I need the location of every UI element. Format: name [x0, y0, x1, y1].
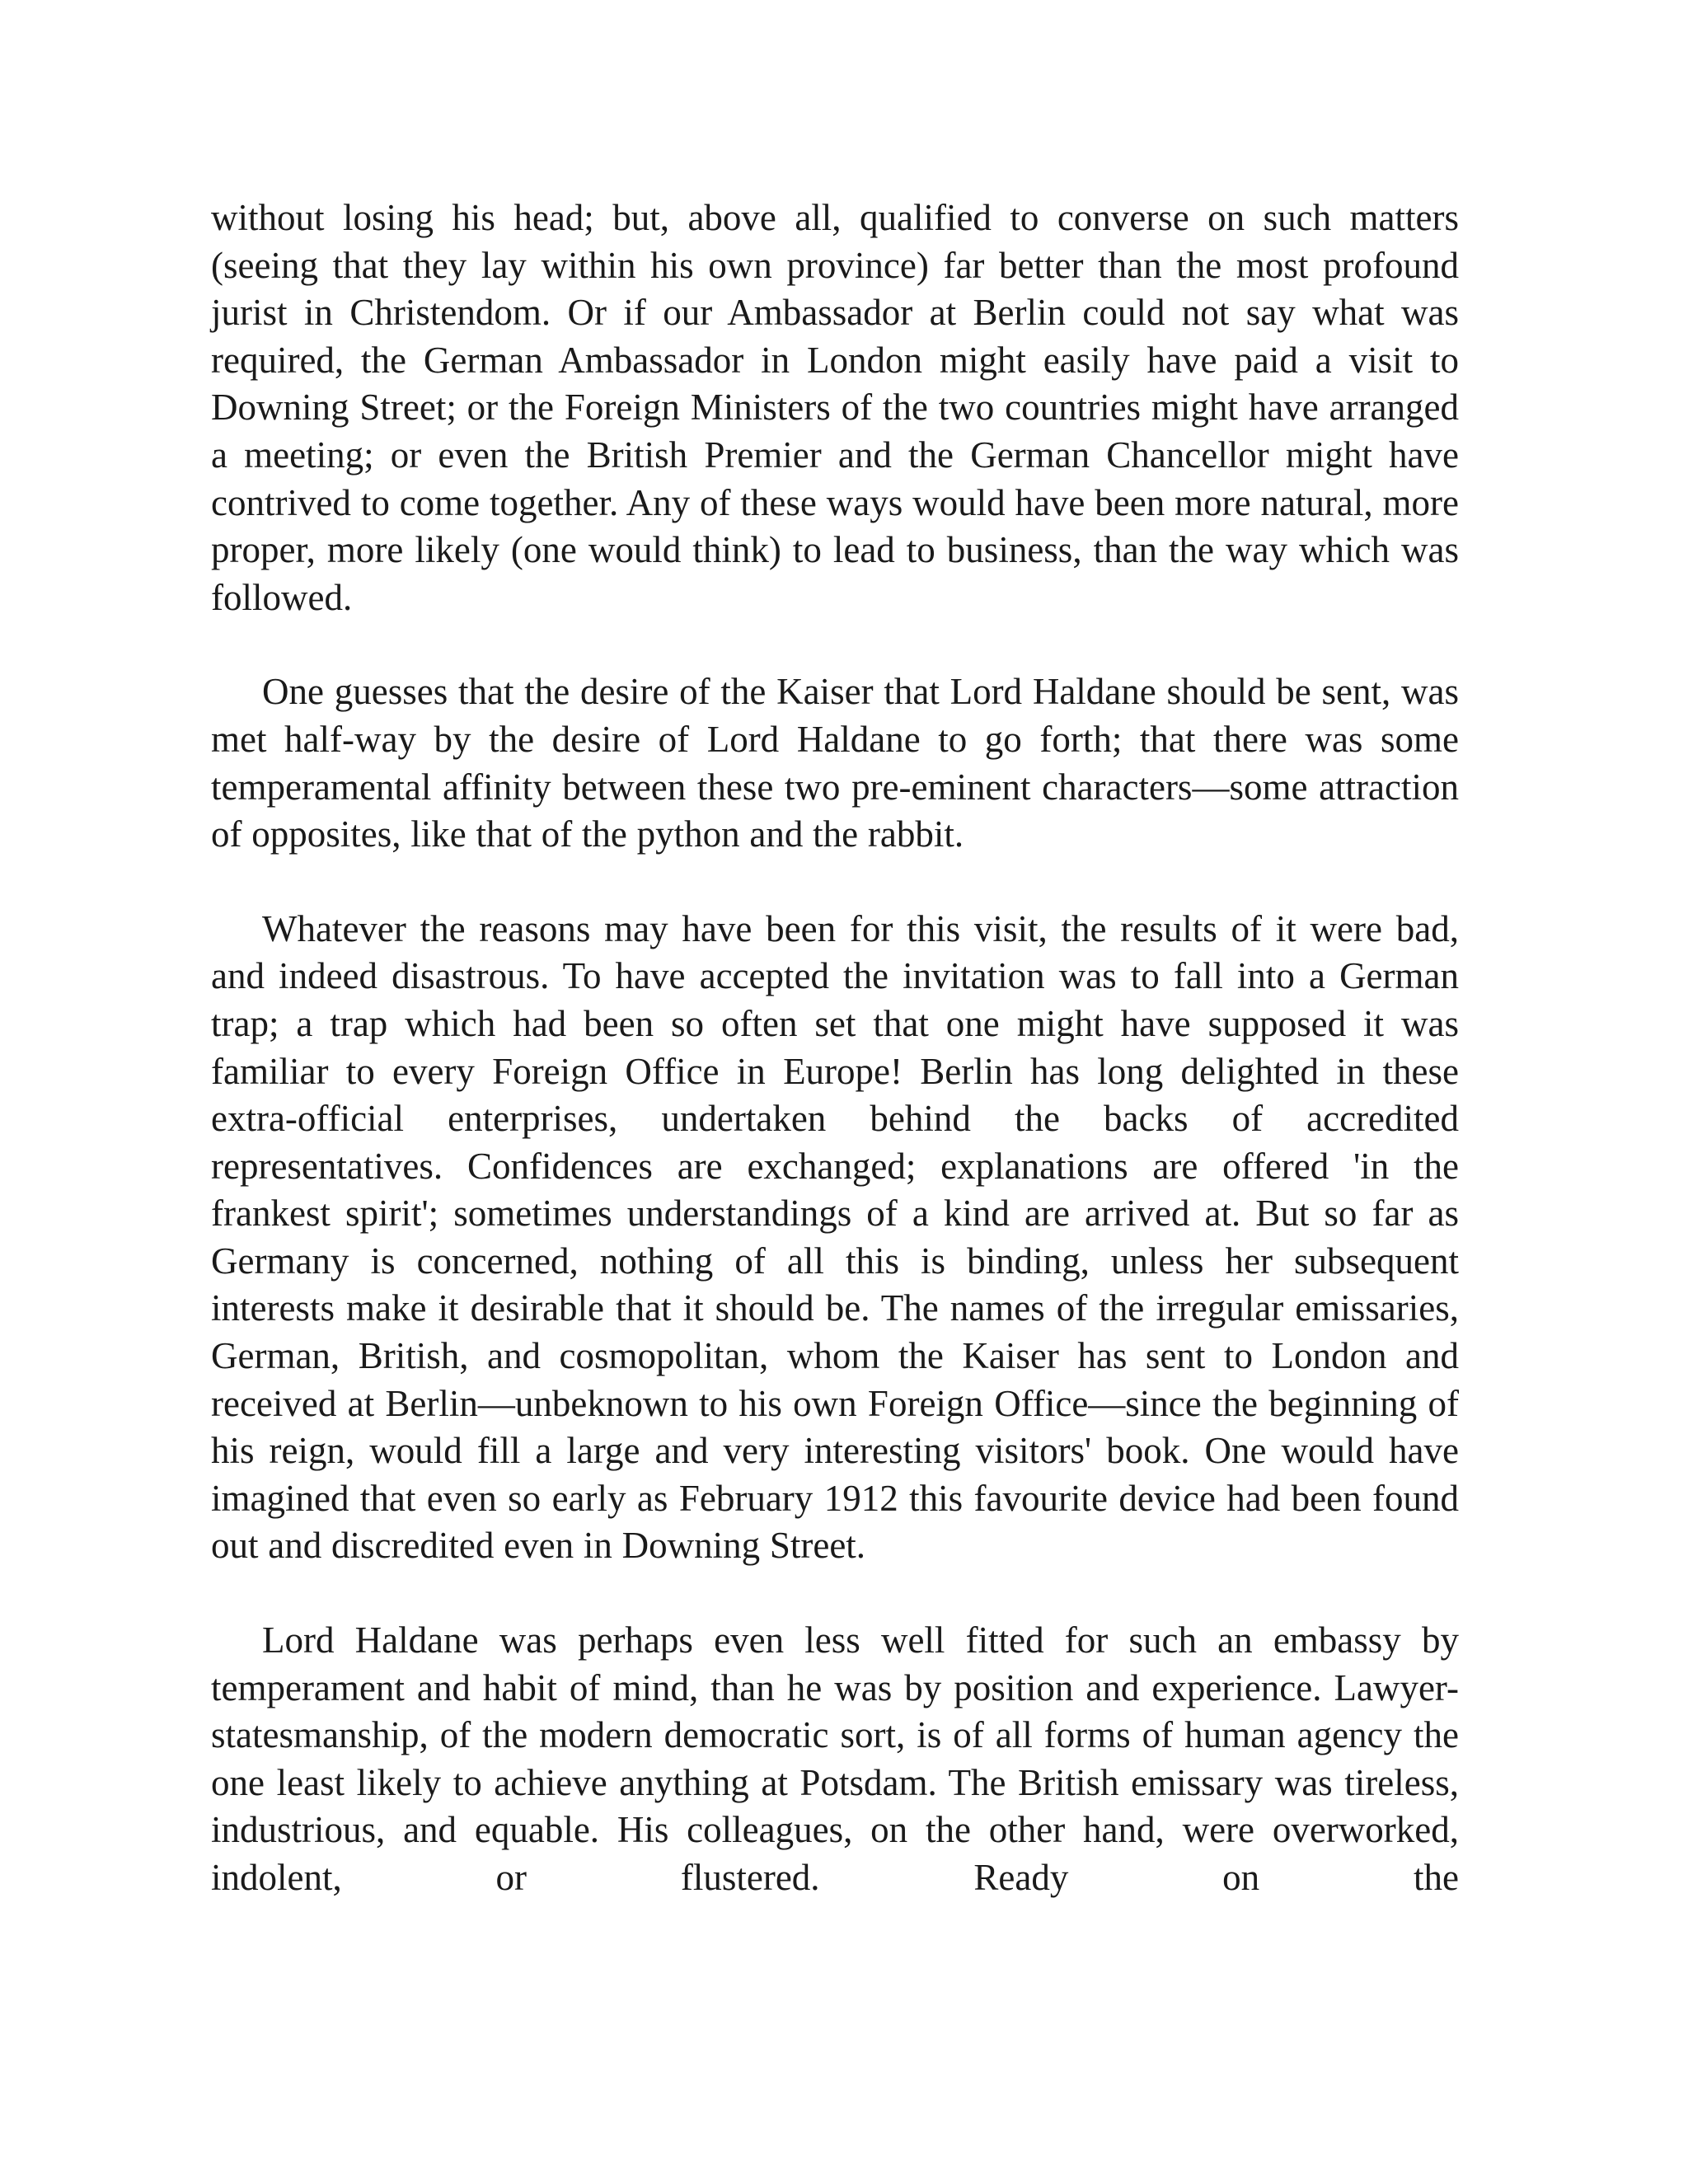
page-body	[211, 194, 1459, 1902]
paragraph-kaiser-haldane: One guesses that the desire of the Kaiser that Lord Haldane should be sent, was met half-way by the desire of Lord Haldane to go forth; that there was some temperamental affinity between these two pre-eminent characters—some attraction of opposites, like that of the python and the rabbit.	[211, 671, 1459, 855]
paragraph-german-trap: Whatever the reasons may have been for this visit, the results of it were bad, and indeed disastrous. To have accepted the invitation was to fall into a German trap; a trap which had been so often set that one might have supposed it was familiar to every Foreign Office in Europe! Berlin has long delighted in these extra-official enterprises, undertaken behind the backs of accredited representatives. Confidences are exchanged; explanations are offered 'in the frankest spirit'; sometimes understandings of a kind are arrived at. But so far as Germany is concerned, nothing of all this is binding, unless her subsequent interests make it desirable that it should be. The names of the irregular emissaries, German, British, and cosmopolitan, whom the Kaiser has sent to London and received at Berlin—unbeknown to his own Foreign Office—since the beginning of his reign, would fill a large and very interesting visitors' book. One would have imagined that even so early as February 1912 this favourite device had been found out and discredited even in Downing Street.	[211, 907, 1459, 1567]
paragraph-continuation: without losing his head; but, above all, qualified to converse on such matters (seeing that they lay within his own province) far better than the most profound jurist in Christendom. Or if our Ambassador at Berlin could not say what was required, the German Ambassador in London might easily have paid a visit to Downing Street; or the Foreign Ministers of the two countries might have arranged a meeting; or even the British Premier and the German Chancellor might have contrived to come together. Any of these ways would have been more natural, more proper, more likely (one would think) to lead to business, than the way which was followed.	[211, 197, 1459, 618]
paragraph-lawyer-statesmanship: Lord Haldane was perhaps even less well fitted for such an embassy by temperament and habit of mind, than he was by position and experience. Lawyer-statesmanship, of the modern democratic sort, is of all forms of human agency the one least likely to achieve anything at Potsdam. The British emissary was tireless, industrious, and equable. His colleagues, on the other hand, were overworked, indolent, or flustered. Ready on the	[211, 1619, 1459, 1898]
